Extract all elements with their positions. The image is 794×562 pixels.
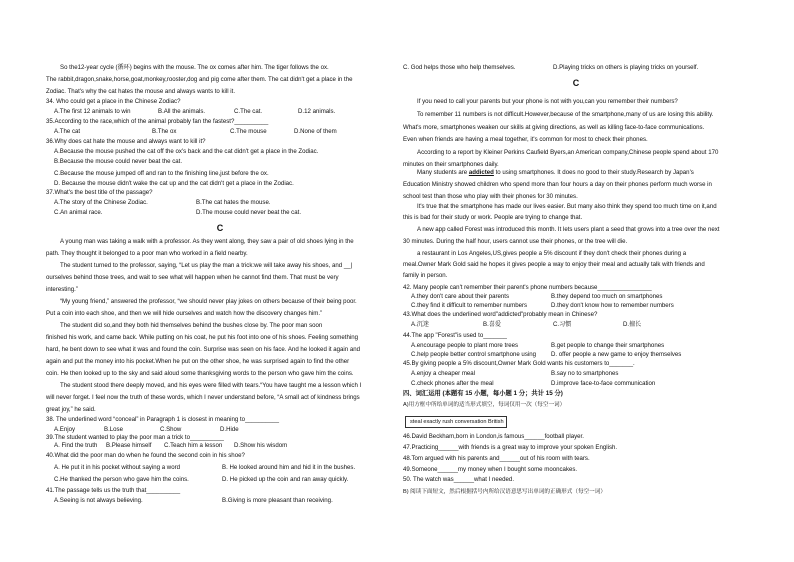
text-segment: to using smartphones. It does no good to their study.Research by Japan's: [493, 169, 694, 176]
text-line: Zodiac. That's why the cat hates the mouse and always wants to kill it.: [46, 88, 236, 95]
text-segment: Many students are: [417, 169, 469, 176]
option: A. He put it in his pocket without saying a word: [54, 464, 181, 471]
options-42: [411, 302, 674, 310]
options-34: [54, 108, 335, 116]
option: C.He thanked the person who gave him the coins.: [54, 476, 189, 483]
option: D.擅长: [623, 321, 642, 328]
option: C.The cat.: [234, 108, 263, 115]
option: C.The mouse: [230, 128, 267, 135]
option: C.An animal race.: [54, 209, 103, 216]
option: A.The first 12 animals to win: [54, 108, 131, 115]
option: A. Find the truth: [54, 442, 98, 449]
text-line: a restaurant in Los Angeles,US,gives people a 5% discount if they don't check their phones during a: [417, 250, 687, 257]
text-line: The rabbit,dragon,snake,horse,goat,monkey,rooster,dog and pig come after them. The cat didn't get a place in the: [46, 76, 353, 83]
option: D. He picked up the coin and ran away quickly.: [222, 476, 349, 483]
text-line: this is bad for their study or work. People are trying to change that.: [403, 214, 583, 221]
text-line: It's true that the smartphone has made our lives easier. But many also think they spend too much time on it,and: [417, 203, 717, 210]
text-line: Even when friends are having a meal together, it's common for most to check their phones.: [403, 136, 648, 143]
underlined-word: addicted: [468, 169, 494, 176]
question-41: 41.The passage tells us the truth that__________: [46, 487, 181, 494]
options-41: [54, 497, 333, 505]
options-43: [411, 321, 641, 329]
option: B.Giving is more pleasant than receiving.: [222, 497, 333, 504]
option: B.they depend too much on smartphones: [551, 293, 663, 300]
text-line: [417, 169, 694, 177]
option: A.The cat: [54, 128, 81, 135]
text-line: So the12-year cycle (循环) begins with the mouse. The ox comes after him. The tiger follows the ox.: [60, 64, 329, 71]
section-heading: C: [216, 223, 224, 233]
options-top: [403, 64, 698, 72]
options-45: [411, 370, 618, 378]
options-40: [54, 464, 355, 472]
text-line: A young man was taking a walk with a professor. As they went along, they saw a pair of old shoes lying in the: [60, 238, 354, 245]
text-line: The student did so,and they both hid themselves behind the bushes close by. The poor man soon: [60, 322, 323, 329]
option: B. He looked around him and hid it in the bushes.: [222, 464, 356, 471]
options-40: [54, 476, 348, 484]
option: D.None of them: [294, 128, 337, 135]
text-line: 30 minutes. During the half hour, users cannot use their phones, or the tree will die.: [403, 238, 628, 245]
question-37: 37.What's the best title of the passage?: [46, 189, 153, 196]
option: A.Seeing is not always believing.: [54, 497, 143, 504]
question-34: 34. Who could get a place in the Chinese Zodiac?: [46, 98, 181, 105]
option: B.The ox: [152, 128, 177, 135]
question-39: 39.The student wanted to play the poor man a trick to__________: [46, 434, 224, 441]
question-36: 36.Why does cat hate the mouse and always want to kill it?: [46, 138, 206, 145]
text-line: The student turned to the professor, saying, “Let us play the man a trick:we will take away his shoes, and __|: [60, 262, 353, 269]
sentence-47: 47.Practicing______with friends is a great way to improve your spoken English.: [403, 444, 618, 451]
text-line: Education Ministry showed children who spend more than four hours a day on their phones perform much worse in: [403, 181, 712, 188]
sentence-49: 49.Someone______my money when I bought some mooncakes.: [403, 466, 578, 473]
text-line: meal.Owner Mark Gold said he hopes it gives people a way to enjoy their meal and actually talk with friends and: [403, 261, 705, 268]
text-line: will never forget. I feel now the truth of these words, which I never understand before, “A small act of kindness brings: [46, 394, 360, 401]
option: C.Show: [160, 426, 182, 433]
options-44: [411, 342, 664, 350]
options-42: [411, 293, 662, 301]
text-line: path. They thought it belonged to a poor man who worked in a field nearby.: [46, 250, 248, 257]
section-heading: C: [572, 78, 580, 88]
text-line: Put a coin into each shoe, and then we will hide ourselves and watch how the discovery changes him.”: [46, 310, 323, 317]
option: B.get people to change their smartphones: [551, 342, 665, 349]
option: D.12 animals.: [298, 108, 336, 115]
option: A.enjoy a cheaper meal: [411, 370, 476, 377]
text-line: According to a report by Kleiner Perkins Caufield Byers,an American company,Chinese people spend about 170: [417, 149, 719, 156]
sentence-46: 46.David Beckham,born in London,is famous______football player.: [403, 433, 584, 440]
section-instruction: A)用方框中所给单词的适当形式填空，每词仅用一次（每空一词）: [403, 402, 566, 408]
option: D. Because the mouse didn't wake the cat up and the cat didn't get a place in the Zodiac.: [54, 180, 294, 187]
option: A.they don't care about their parents: [411, 293, 510, 300]
options-38: [54, 426, 239, 434]
option: A.Because the mouse pushed the cat off the ox's back and the cat didn't get a place in the Zodiac.: [54, 148, 319, 155]
text-line: The student stood there deeply moved, and his eyes were filled with tears.“You have taught me a lesson which I: [60, 382, 362, 389]
text-line: If you need to call your parents but your phone is not with you,can you remember their numbers?: [417, 98, 678, 105]
option: A.Enjoy: [54, 426, 76, 433]
word-box: steal exactly rush conversation British: [405, 416, 507, 428]
option: B.All the animals.: [158, 108, 206, 115]
option: C.check phones after the meal: [411, 380, 494, 387]
options-39: [54, 442, 287, 450]
option: B.say no to smartphones: [551, 370, 619, 377]
option: A.沉迷: [411, 321, 429, 328]
options-37: [54, 209, 301, 217]
option: B.Please himself: [106, 442, 152, 449]
sentence-50: 50. The watch was______what I needed.: [403, 476, 515, 483]
text-line: again and put the money into his pocket.When he put on the other shoe, he was surprised again to find the other: [46, 358, 350, 365]
section-instruction: B) 阅读下面短文，然后根据括号内所给汉语意思写出单词的正确形式（每空一词）: [403, 489, 606, 495]
option: C.they find it difficult to remember numbers: [411, 302, 528, 309]
text-line: ourselves behind those trees, and wait to see what will happen when he cannot find them. That must be very: [46, 274, 339, 281]
options-35: [54, 128, 337, 136]
text-line: To remember 11 numbers is not difficult.However,because of the smartphone,many of us are losing this ability.: [417, 111, 714, 118]
option: D.Playing tricks on others is playing tricks on yourself.: [553, 64, 699, 71]
options-44: [411, 351, 681, 359]
question-43: 43.What does the underlined word"addicted"probably mean in Chinese?: [403, 311, 598, 318]
option: C. God helps those who help themselves.: [403, 64, 516, 71]
text-line: What's more, smartphones weaken our skills at giving directions, as well as killing face-to-face communications.: [403, 124, 705, 131]
text-line: school test than those who play with their phones for 30 minutes.: [403, 193, 578, 200]
question-42: 42. Many people can't remember their parent's phone numbers because________________: [403, 284, 652, 291]
option: D. offer people a new game to enjoy themselves: [551, 351, 682, 358]
text-line: coin. He then looked up to the sky and said aloud some thanksgiving words to the person who gave him the coins.: [46, 370, 354, 377]
option: D.improve face-to-face communication: [551, 380, 656, 387]
text-line: family in person.: [403, 272, 448, 279]
option: B.Lose: [104, 426, 123, 433]
text-line: “My young friend,” answered the professor, “we should never play jokes on others because of their being poor.: [60, 298, 357, 305]
option: D.they don't know how to remember numbers: [551, 302, 674, 309]
option: B.The cat hates the mouse.: [196, 199, 271, 206]
option: C.Teach him a lesson: [164, 442, 223, 449]
question-40: 40.What did the poor man do when he found the second coin in his shoe?: [46, 452, 245, 459]
option: C.help people better control smartphone using: [411, 351, 536, 358]
option: D.Show his wisdom: [234, 442, 288, 449]
option: C.Because the mouse jumped off and ran to the finishing line,just before the ox.: [54, 170, 269, 177]
question-35: 35.According to the race,which of the animal probably fan the fastest?__________: [46, 118, 269, 125]
option: D.Hide: [220, 426, 239, 433]
section-title: 四、词汇运用 (本题有 15 小题，每小题 1 分；共计 15 分): [403, 390, 563, 397]
text-line: interesting.”: [46, 286, 78, 293]
options-45: [411, 380, 655, 388]
options-37: [54, 199, 271, 207]
text-line: finished his work, and came back. While putting on his coat, he put his foot into one of his shoes. Feeling something: [46, 334, 358, 341]
option: A.encourage people to plant more trees: [411, 342, 519, 349]
option: B.Because the mouse could never beat the cat.: [54, 158, 183, 165]
text-line: great joy,” he said.: [46, 406, 96, 413]
text-line: A new app called Forest was introduced this month. It lets users plant a seed that grows into a tree over the next: [417, 226, 720, 233]
sentence-48: 48.Tom argued with his parents and______out of his room with tears.: [403, 455, 590, 462]
option: B.喜爱: [483, 321, 501, 328]
option: D.The mouse could never beat the cat.: [196, 209, 302, 216]
question-44: 44.The app "Forest"is used to_______: [403, 332, 507, 339]
option: A.The story of the Chinese Zodiac.: [54, 199, 148, 206]
text-line: hard, he bent down to see what it was and found the coin. Surprise was seen on his face. And he looked it again and: [46, 346, 361, 353]
text-line: minutes on their smartphones daily.: [403, 161, 499, 168]
option: C.习惯: [553, 321, 572, 328]
question-45: 45.By giving people a 5% discount,Owner Mark Gold wants his customers to_______.: [403, 360, 635, 367]
question-38: 38. The underlined word “conceal” in Paragraph 1 is closest in meaning to__________: [46, 416, 279, 423]
